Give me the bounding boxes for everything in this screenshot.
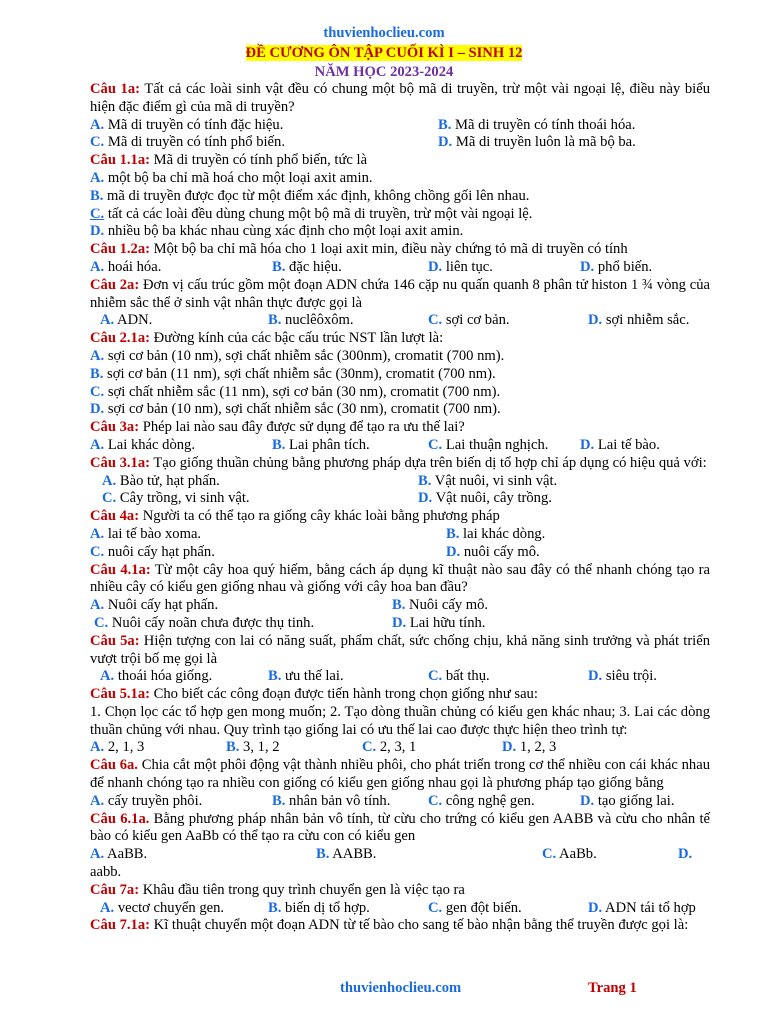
question-text: Tạo giống thuần chủng bằng phương pháp dựa trên biến dị tổ hợp chỉ áp dụng có hiệu quả với: <box>153 454 707 471</box>
answer-option[interactable] <box>90 437 195 455</box>
question-stem <box>90 508 710 526</box>
option-letter: C. <box>428 312 443 329</box>
option-text: một bộ ba chỉ mã hoá cho một loại axit amin. <box>107 169 373 186</box>
option-text: ưu thế lai. <box>285 668 344 685</box>
option-text: Lai phân tích. <box>289 436 370 453</box>
option-text: sợi cơ bản (11 nm), sợi chất nhiễm sắc (30nm), cromatit (700 nm). <box>107 365 496 382</box>
answer-option[interactable] <box>90 188 529 204</box>
answer-option[interactable] <box>446 544 540 562</box>
answer-option[interactable] <box>588 900 696 918</box>
option-text: AaBB. <box>107 846 148 863</box>
option-row <box>90 117 710 135</box>
option-text: nhiều bộ ba khác nhau cùng xác định cho một loại axit amin. <box>107 223 464 240</box>
option-text: bất thụ. <box>445 668 490 685</box>
question-stem <box>90 455 710 473</box>
question-text: Tất cả các loài sinh vật đều có chung một bộ mã di truyền, trừ một vài ngoại lệ, điều này biểu hiện đặc điểm gì của mã di truyền? <box>90 81 710 115</box>
option-row <box>90 473 710 491</box>
answer-option[interactable] <box>90 739 144 757</box>
option-letter: D. <box>580 792 595 809</box>
footer-site: thuvienhoclieu.com <box>340 980 462 996</box>
answer-option[interactable] <box>226 739 280 757</box>
question-text: Người ta có thể tạo ra giống cây khác loài bằng phương pháp <box>142 508 500 525</box>
option-text: AaBb. <box>559 846 597 863</box>
answer-option[interactable] <box>90 366 496 382</box>
option-row <box>90 846 710 864</box>
option-line <box>90 366 710 384</box>
question-number: Câu 6.1a. <box>90 810 150 827</box>
option-letter: C. <box>428 668 443 685</box>
option-text: cấy truyền phôi. <box>107 792 203 809</box>
option-letter: C. <box>94 614 109 631</box>
option-letter: C. <box>90 383 105 400</box>
question-text: Hiện tượng con lai có năng suất, phẩm chất, sức chống chịu, khả năng sinh trưởng và phát triển vượt trội bố mẹ gọi là <box>90 632 711 667</box>
question-number: Câu 1.1a: <box>90 152 150 169</box>
answer-option[interactable] <box>362 739 416 757</box>
question-text: Một bộ ba chỉ mã hóa cho 1 loại axit min, điều này chứng tỏ mã di truyền có tính <box>153 241 628 258</box>
answer-option[interactable] <box>272 259 342 277</box>
option-letter: C. <box>428 436 443 453</box>
question-number: Câu 5a: <box>90 632 140 649</box>
question-text: Cho biết các công đoạn được tiến hành trong chọn giống như sau: <box>153 686 538 703</box>
answer-option[interactable] <box>90 117 283 135</box>
answer-option[interactable] <box>102 490 250 508</box>
option-text: mã di truyền được đọc từ một điểm xác định, không chồng gối lên nhau. <box>107 187 530 204</box>
option-text: Lai khác dòng. <box>107 436 195 453</box>
question-number: Câu 1a: <box>90 81 141 97</box>
option-letter: B. <box>226 739 240 756</box>
option-letter: B. <box>316 846 330 863</box>
question-text: Bằng phương pháp nhân bản vô tính, từ cừu cho trứng có kiểu gen AABB và cừu cho nhân tế bào có kiểu gen AaBb có thể tạo ra cừu con có kiểu gen <box>90 810 710 845</box>
question-stem <box>90 277 710 313</box>
option-text: AABB. <box>332 846 377 863</box>
option-line <box>90 206 710 224</box>
answer-option[interactable] <box>428 793 535 811</box>
option-letter: D. <box>418 490 433 507</box>
option-row <box>90 900 710 918</box>
option-letter: C. <box>90 543 105 560</box>
option-letter: D. <box>588 312 603 329</box>
answer-option[interactable] <box>418 490 552 508</box>
option-text: sợi cơ bản (10 nm), sợi chất nhiễm sắc (30 nm), cromatit (700 nm). <box>107 401 501 418</box>
option-text: gen đột biến. <box>445 899 522 916</box>
option-letter: D. <box>502 739 517 756</box>
option-text: sợi cơ bản (10 nm), sợi chất nhiễm sắc (300nm), cromatit (700 nm). <box>107 347 505 364</box>
question-stem <box>90 811 710 847</box>
option-letter: D. <box>392 614 407 631</box>
option-letter: C. <box>428 899 443 916</box>
option-text: sợi nhiễm sắc. <box>605 312 690 329</box>
option-text: Mã di truyền có tính đặc hiệu. <box>107 116 284 133</box>
option-letter: D. <box>678 846 693 863</box>
question-stem <box>90 419 710 437</box>
answer-option[interactable] <box>438 117 635 135</box>
option-text: Bào tử, hạt phấn. <box>119 472 220 489</box>
question-number: Câu 2.1a: <box>90 330 150 347</box>
option-text: biến dị tổ hợp. <box>285 899 370 916</box>
question-number: Câu 7.1a: <box>90 917 150 934</box>
option-letter: A. <box>90 846 105 863</box>
page-number: Trang 1 <box>588 980 637 996</box>
answer-option[interactable] <box>102 473 220 491</box>
option-line <box>90 384 710 402</box>
option-row <box>90 793 710 811</box>
answer-option[interactable] <box>90 206 532 222</box>
option-row <box>90 312 710 330</box>
answer-option[interactable] <box>580 259 652 277</box>
question-number: Câu 7a: <box>90 881 140 898</box>
page-footer <box>0 980 768 1000</box>
option-text: ADN tái tổ hợp <box>605 899 696 916</box>
option-letter: B. <box>438 116 452 133</box>
question-text: Đơn vị cấu trúc gồm một đoạn ADN chứa 146 cặp nu quấn quanh 8 phân tử histon 1 ¾ vòng của nhiễm sắc thể ở sinh vật nhân thực được gọi là <box>90 276 711 311</box>
question-stem <box>90 686 710 704</box>
option-row <box>90 544 710 562</box>
answer-option[interactable] <box>90 384 500 400</box>
option-letter: A. <box>90 116 105 133</box>
question-number: Câu 4a: <box>90 508 140 525</box>
answer-option[interactable] <box>272 793 390 811</box>
option-line <box>90 223 710 241</box>
school-year: NĂM HỌC 2023-2024 <box>314 64 454 80</box>
option-letter: C. <box>542 846 557 863</box>
option-text: Vật nuôi, vi sinh vật. <box>434 472 558 489</box>
document-title <box>0 44 768 62</box>
option-text: Mã di truyền có tính thoái hóa. <box>455 116 636 133</box>
answer-option[interactable] <box>90 259 161 277</box>
answer-option[interactable] <box>678 846 692 864</box>
option-text: Mã di truyền có tính phổ biến. <box>107 134 285 151</box>
question-number: Câu 3a: <box>90 419 140 436</box>
answer-option[interactable] <box>90 846 147 864</box>
question-stem <box>90 917 710 935</box>
answer-option[interactable] <box>100 668 212 686</box>
answer-option[interactable] <box>268 900 370 918</box>
option-text: lai khác dòng. <box>463 525 546 542</box>
question-stem <box>90 330 710 348</box>
option-line <box>90 864 710 882</box>
option-text: hoái hóa. <box>107 258 162 275</box>
option-text: 2, 3, 1 <box>379 739 417 756</box>
question-text: Khâu đầu tiên trong quy trình chuyển gen là việc tạo ra <box>142 881 465 898</box>
answer-option[interactable] <box>90 401 501 417</box>
answer-option[interactable] <box>428 259 493 277</box>
option-text: Vật nuôi, cây trồng. <box>435 490 552 507</box>
option-text: tạo giống lai. <box>597 792 675 809</box>
option-letter: A. <box>90 525 105 542</box>
option-text: Lai thuận nghịch. <box>445 436 549 453</box>
option-letter: A. <box>90 258 105 275</box>
answer-option[interactable] <box>90 793 202 811</box>
answer-option[interactable] <box>580 437 660 455</box>
answer-option[interactable] <box>588 312 689 330</box>
question-list <box>90 81 710 935</box>
question-text: Chia cắt một phôi động vật thành nhiều phôi, cho phát triển trong cơ thể nhiều con cái khác nhau để nhanh chóng tạo ra nhiều con giống có kiểu gen giống nhau gọi là phương pháp tạo giống bằng <box>90 757 710 792</box>
option-text: lai tế bào xoma. <box>107 525 202 542</box>
option-letter: D. <box>588 899 603 916</box>
question-extra-text: 1. Chọn lọc các tổ hợp gen mong muốn; 2. Tạo dòng thuần chủng có kiểu gen khác nhau; 3. Lai các dòng thuần chủng với nhau. Quy trình tạo giống lai có ưu thế lai cao được thực hiện theo trình tự: <box>90 703 710 738</box>
answer-option[interactable] <box>542 846 597 864</box>
option-letter: A. <box>100 668 115 685</box>
option-text: vectơ chuyển gen. <box>117 899 225 916</box>
question-stem <box>90 81 710 117</box>
answer-option[interactable] <box>428 900 522 918</box>
question-stem <box>90 152 710 170</box>
question-number: Câu 1.2a: <box>90 241 150 258</box>
question-number: Câu 4.1a: <box>90 561 151 578</box>
option-letter: A. <box>90 739 105 756</box>
option-letter: D. <box>428 258 443 275</box>
answer-option[interactable] <box>438 134 636 152</box>
option-text: 3, 1, 2 <box>243 739 280 756</box>
option-text: sợi cơ bản. <box>445 312 510 329</box>
option-letter: B. <box>446 525 460 542</box>
question-number: Câu 3.1a: <box>90 454 150 471</box>
option-letter: D. <box>90 223 105 240</box>
option-text: 2, 1, 3 <box>107 739 145 756</box>
option-letter: D. <box>446 543 461 560</box>
option-letter: A. <box>100 899 115 916</box>
option-letter: D. <box>588 668 603 685</box>
answer-option[interactable] <box>268 312 354 330</box>
answer-option[interactable] <box>90 544 215 562</box>
option-row <box>90 668 710 686</box>
option-text: công nghệ gen. <box>445 792 535 809</box>
question-text: Mã di truyền có tính phổ biến, tức là <box>153 152 368 169</box>
option-letter: C. <box>90 205 105 222</box>
option-row <box>90 615 710 633</box>
option-text: nuôi cấy hạt phấn. <box>107 543 215 560</box>
answer-option[interactable] <box>418 473 557 491</box>
question-stem <box>90 241 710 259</box>
option-text: phổ biến. <box>597 258 653 275</box>
option-text: Nuôi cấy mô. <box>409 597 489 614</box>
answer-option[interactable] <box>272 437 370 455</box>
answer-option[interactable] <box>90 526 201 544</box>
question-number: Câu 6a. <box>90 757 138 774</box>
header-site: thuvienhoclieu.com <box>323 25 445 41</box>
question-stem <box>90 882 710 900</box>
document-title-text: ĐỀ CƯƠNG ÔN TẬP CUỐI KÌ I – SINH 12 <box>245 45 523 61</box>
option-letter: A. <box>90 792 105 809</box>
question-text: Phép lai nào sau đây được sử dụng để tạo ra ưu thế lai? <box>142 419 465 436</box>
option-text: nuôi cấy mô. <box>463 543 540 560</box>
option-letter: C. <box>90 134 105 151</box>
option-letter: B. <box>90 187 104 204</box>
answer-option[interactable] <box>502 739 556 757</box>
answer-option[interactable] <box>90 348 504 364</box>
question-number: Câu 5.1a: <box>90 686 150 703</box>
question-text: Đường kính của các bậc cấu trúc NST lần lượt là: <box>153 330 444 347</box>
question-number: Câu 2a: <box>90 276 140 293</box>
option-line <box>90 170 710 188</box>
option-text: 1, 2, 3 <box>519 739 557 756</box>
option-letter: B. <box>392 597 406 614</box>
option-text: Nuôi cấy noãn chưa được thụ tinh. <box>111 614 315 631</box>
option-letter: D. <box>438 134 453 151</box>
option-letter: A. <box>100 312 115 329</box>
answer-option[interactable] <box>580 793 674 811</box>
answer-option[interactable] <box>90 597 218 615</box>
option-letter: B. <box>272 436 286 453</box>
option-letter: B. <box>268 899 282 916</box>
option-line <box>90 348 710 366</box>
option-letter: B. <box>268 668 282 685</box>
option-text: Lai hữu tính. <box>409 614 486 631</box>
answer-option[interactable] <box>268 668 344 686</box>
option-letter: D. <box>580 258 595 275</box>
answer-option[interactable] <box>588 668 657 686</box>
option-text: aabb. <box>90 864 122 881</box>
question-text: Kĩ thuật chuyển một đoạn ADN từ tế bào cho sang tế bào nhận bằng thể truyền được gọi là: <box>153 917 689 934</box>
option-letter: A. <box>90 597 105 614</box>
option-text: nhân bản vô tính. <box>289 792 391 809</box>
option-line <box>90 401 710 419</box>
option-text: siêu trội. <box>605 668 657 685</box>
option-text: Nuôi cấy hạt phấn. <box>107 597 219 614</box>
option-text: sợi chất nhiễm sắc (11 nm), sợi cơ bản (30 nm), cromatit (700 nm). <box>107 383 501 400</box>
option-row <box>90 526 710 544</box>
answer-option[interactable] <box>392 597 488 615</box>
option-text: ADN. <box>117 312 153 329</box>
option-letter: D. <box>580 436 595 453</box>
answer-option[interactable] <box>90 134 285 152</box>
option-row <box>90 134 710 152</box>
option-text: tất cả các loài đều dùng chung một bộ mã di truyền, trừ một vài ngoại lệ. <box>107 205 533 222</box>
option-text: thoái hóa giống. <box>117 668 213 685</box>
option-letter: A. <box>102 472 117 489</box>
question-stem <box>90 562 710 598</box>
option-letter: B. <box>272 792 286 809</box>
option-letter: C. <box>428 792 443 809</box>
option-line <box>90 188 710 206</box>
question-stem <box>90 633 710 669</box>
option-row <box>90 739 710 757</box>
option-letter: B. <box>90 365 104 382</box>
option-letter: B. <box>268 312 282 329</box>
answer-option[interactable] <box>316 846 376 864</box>
option-text: Mã di truyền luôn là mã bộ ba. <box>455 134 636 151</box>
answer-option[interactable] <box>392 615 485 633</box>
option-text: nuclêôxôm. <box>285 312 354 329</box>
option-text: liên tục. <box>445 258 493 275</box>
option-row <box>90 597 710 615</box>
answer-option[interactable] <box>90 170 373 186</box>
option-row <box>90 437 710 455</box>
option-letter: A. <box>90 436 105 453</box>
option-text: Lai tế bào. <box>597 436 660 453</box>
answer-option[interactable] <box>90 223 463 239</box>
option-letter: B. <box>418 472 432 489</box>
option-letter: D. <box>90 401 105 418</box>
option-letter: C. <box>362 739 377 756</box>
answer-option[interactable] <box>100 312 152 330</box>
answer-option[interactable] <box>428 668 490 686</box>
option-letter: A. <box>90 169 105 186</box>
question-stem <box>90 757 710 793</box>
option-row <box>90 490 710 508</box>
answer-option[interactable] <box>446 526 545 544</box>
option-text: đặc hiệu. <box>289 258 342 275</box>
option-text: Cây trồng, vi sinh vật. <box>119 490 250 507</box>
answer-option[interactable] <box>428 312 510 330</box>
option-letter: C. <box>102 490 117 507</box>
answer-option[interactable] <box>428 437 548 455</box>
question-text: Từ một cây hoa quý hiếm, bằng cách áp dụng kĩ thuật nào sau đây có thể nhanh chóng tạo ra nhiều cây có kiểu gen giống nhau và giống với cây hoa ban đầu? <box>90 561 710 596</box>
option-letter: A. <box>90 347 105 364</box>
option-letter: B. <box>272 258 286 275</box>
answer-option[interactable] <box>100 900 224 918</box>
answer-option[interactable] <box>94 615 314 633</box>
option-row <box>90 259 710 277</box>
